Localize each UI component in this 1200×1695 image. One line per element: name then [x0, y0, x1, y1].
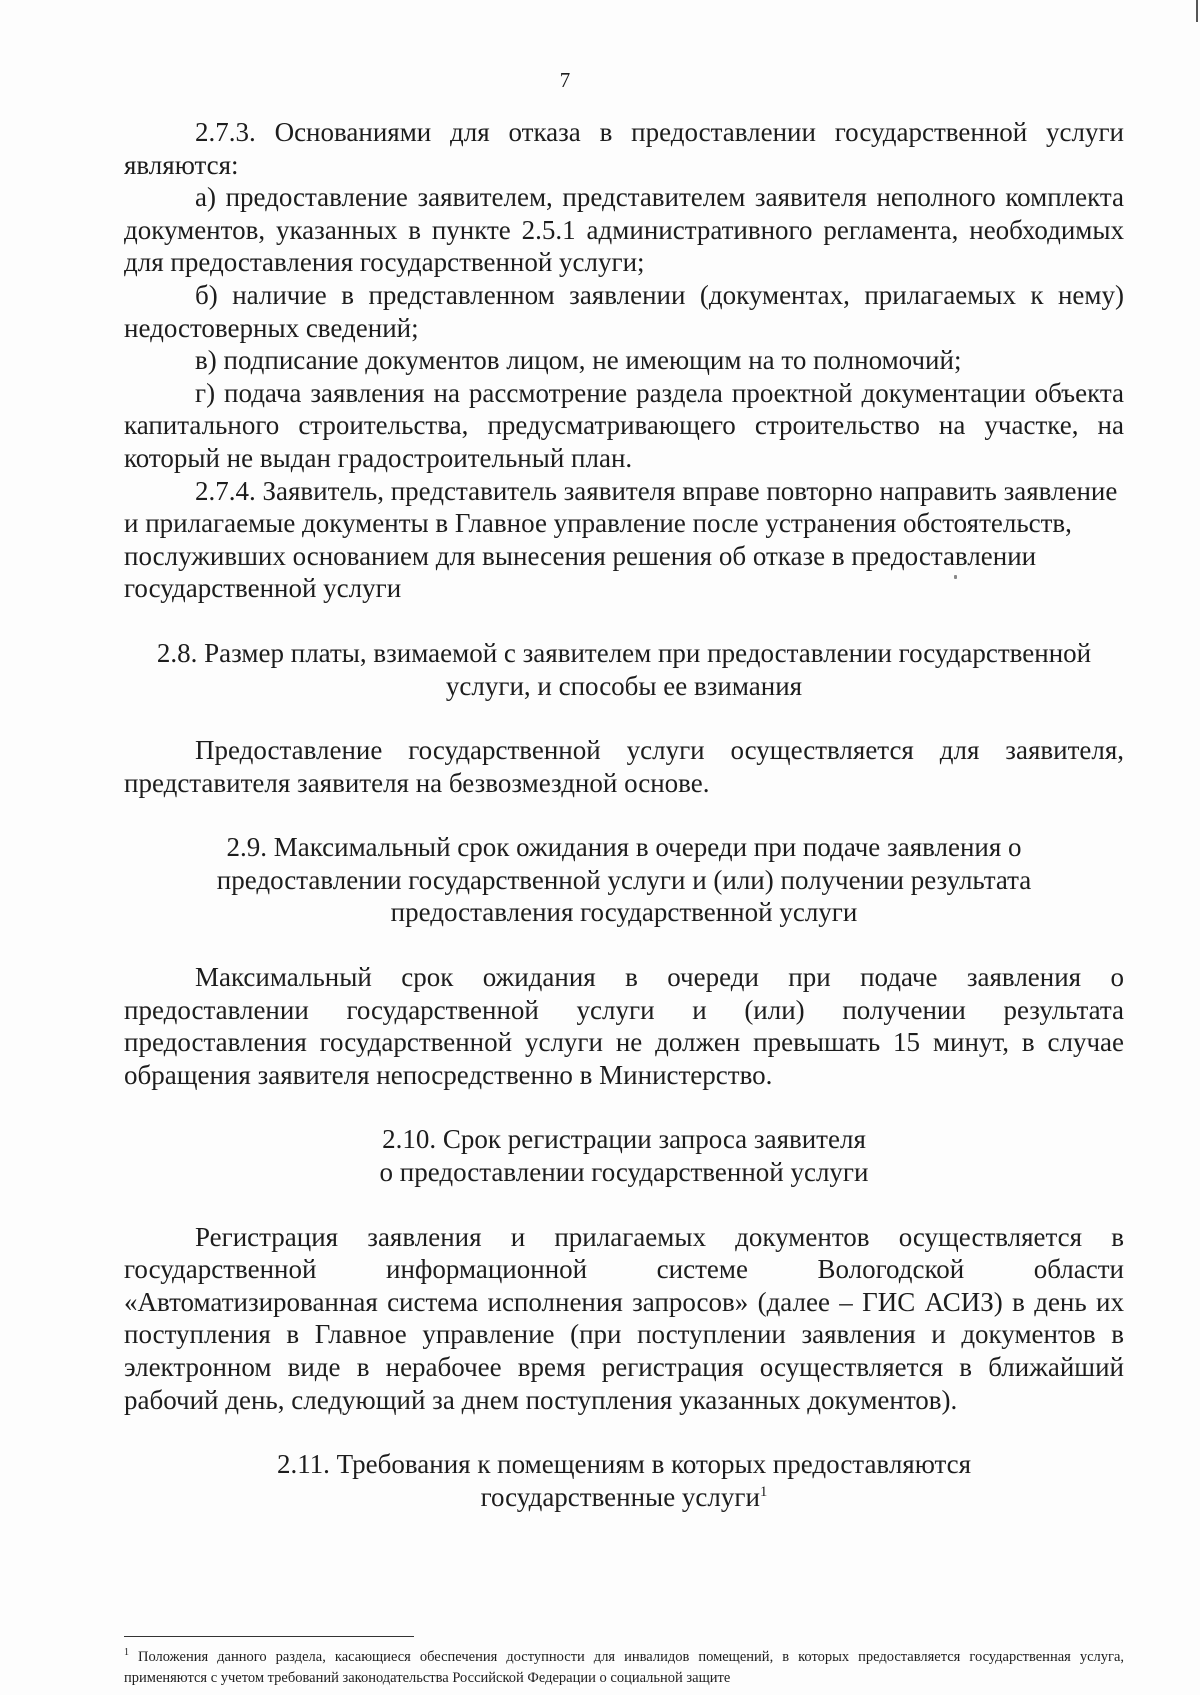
- heading-2-9: [124, 831, 1124, 929]
- heading-2-9-line-3: предоставления государственной услуги: [390, 897, 858, 928]
- document-body: [124, 116, 1124, 1513]
- heading-2-8-line-2: услуги, и способы ее взимания: [445, 670, 803, 701]
- scan-edge-mark: [1196, 0, 1198, 22]
- paragraph-2-10: Регистрация заявления и прилагаемых документов осуществляется в государственной информационной системе Вологодской области «Автоматизированная система исполнения запросов» (далее – ГИС АСИЗ) в день их поступления в Главное управление (при поступлении заявления и документов в электронном виде в нерабочее время регистрация осуществляется в ближайший рабочий день, следующий за днем поступления указанных документов).: [124, 1221, 1124, 1415]
- heading-2-9-line-2: предоставлении государственной услуги и (или) получении результата: [216, 864, 1032, 895]
- heading-2-8: [124, 637, 1124, 702]
- list-item-g: г) подача заявления на рассмотрение раздела проектной документации объекта капитального строительства, предусматривающего строительство на участке, на который не выдан градостроительный план.: [124, 377, 1124, 473]
- heading-2-11-line-1: 2.11. Требования к помещениям в которых предоставляются: [276, 1449, 972, 1480]
- paragraph-2-7-3-intro: 2.7.3. Основаниями для отказа в предоставлении государственной услуги являются:: [124, 117, 1124, 180]
- heading-2-11-line-2: [124, 1481, 1124, 1514]
- footnote-reference: 1: [759, 1483, 768, 1500]
- scan-artifact: [954, 575, 957, 579]
- heading-2-10-line-2: о предоставлении государственной услуги: [379, 1157, 869, 1188]
- heading-2-9-line-1: 2.9. Максимальный срок ожидания в очереди при подаче заявления о: [226, 832, 1022, 863]
- paragraph-2-8: Предоставление государственной услуги осуществляется для заявителя, представителя заявителя на безвозмездной основе.: [124, 735, 1124, 798]
- list-item-b: б) наличие в представленном заявлении (документах, прилагаемых к нему) недостоверных сведений;: [124, 279, 1124, 343]
- footnote: [124, 1647, 1124, 1689]
- heading-2-11: [124, 1448, 1124, 1513]
- footnote-separator: [124, 1636, 414, 1637]
- heading-2-10: [124, 1123, 1124, 1188]
- list-item-a: а) предоставление заявителем, представителем заявителя неполного комплекта документов, указанных в пункте 2.5.1 административного регламента, необходимых для предоставления государственной услуги;: [124, 182, 1124, 278]
- footnote-marker: 1: [124, 1647, 129, 1659]
- list-item-v: в) подписание документов лицом, не имеющим на то полномочий;: [195, 345, 962, 376]
- footnote-text: Положения данного раздела, касающиеся обеспечения доступности для инвалидов помещений, в которых предоставляется государственная услуга, применяются с учетом требований законодательства Российской Федерации о социальной защите: [124, 1649, 1125, 1686]
- heading-2-8-line-1: 2.8. Размер платы, взимаемой с заявителем при предоставлении государственной: [156, 637, 1092, 668]
- page-number: 7: [559, 68, 571, 92]
- heading-2-11-line-2-text: государственные услуги: [480, 1481, 760, 1512]
- paragraph-2-7-4: 2.7.4. Заявитель, представитель заявителя вправе повторно направить заявление и прилагаемые документы в Главное управление после устранения обстоятельств, послуживших основанием для вынесения решения об отказе в предоставлении государственной услуги: [124, 475, 1118, 604]
- paragraph-2-9: Максимальный срок ожидания в очереди при подаче заявления о предоставлении государственной услуги и (или) получении результата предоставления государственной услуги не должен превышать 15 минут, в случае обращения заявителя непосредственно в Министерство.: [124, 962, 1124, 1090]
- heading-2-10-line-1: 2.10. Срок регистрации запроса заявителя: [382, 1124, 866, 1155]
